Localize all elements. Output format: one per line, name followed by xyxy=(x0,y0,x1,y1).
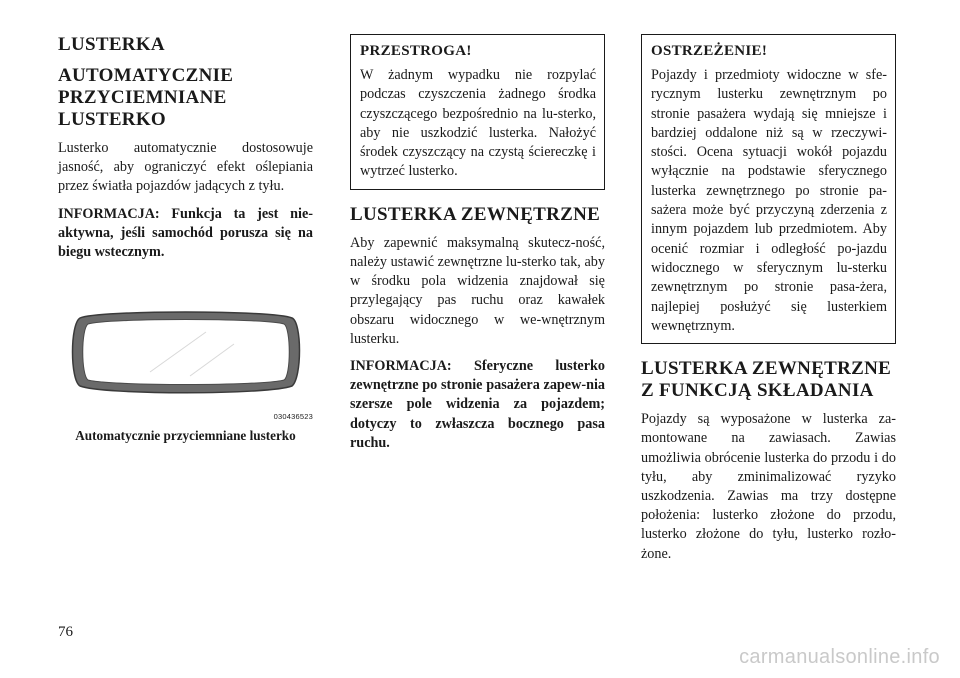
figure-caption: Automatycznie przyciemniane lusterko xyxy=(75,428,296,443)
subsection-heading-outside-mirrors: LUSTERKA ZEWNĘTRZNE xyxy=(350,203,601,225)
caution-title: PRZESTROGA! xyxy=(360,43,472,59)
section-heading: LUSTERKA xyxy=(58,34,165,55)
warning-title: OSTRZEŻENIE! xyxy=(651,43,768,59)
paragraph-folding-mirrors: Pojazdy są wyposażone w lusterka za-montowane na zawiasach. Zawias umożliwia obrócenie lusterka do przodu i do tyłu, aby zminimalizować ryzyko uszkodzenia. Zawias ma trzy dostępne położenia: lusterko złożone do przodu, lusterko złożone do tyłu, lusterko rozło-żone. xyxy=(641,411,896,562)
column-right xyxy=(641,34,896,572)
subsection-heading-auto-dimming-mirror: AUTOMATYCZNIE PRZYCIEMNIANE LUSTERKO xyxy=(58,65,234,130)
watermark: carmanualsonline.info xyxy=(739,646,940,668)
figure-code: 030436523 xyxy=(273,412,313,421)
column-left xyxy=(58,34,313,270)
warning-box xyxy=(641,34,896,344)
paragraph-auto-dimming: Lusterko automatycznie dostosowuje jasność, aby ograniczyć efekt oślepiania przez światła pojazdów jadących z tyłu. xyxy=(58,140,313,195)
warning-text: Pojazdy i przedmioty widoczne w sfe-rycznym lusterku zewnętrznym po stronie pasażera wydają się mniejsze i bardziej oddalone niż są w rzeczywi-stości. Ocena sytuacji wokół pojazdu wyłącznie na podstawie sferycznego lusterka zewnętrznego po stronie pa-sażera może być przyczyną zderzenia z innym pojazdem lub przedmiotem. Aby ocenić rozmiar i odległość po-jazdu widocznego w sferycznym lu-sterku zewnętrznym po stronie pasa-żera, najlepiej posłużyć się lusterkiem wewnętrznym. xyxy=(651,67,887,334)
rearview-mirror-illustration xyxy=(58,298,313,416)
note-spherical-mirror: INFORMACJA: Sferyczne lusterko zewnętrzne po stronie pasażera zapew-nia szersze pole widzenia za pojazdem; dotyczy to zwłaszcza bocznego pasa ruchu. xyxy=(350,358,605,451)
page-number: 76 xyxy=(58,624,73,640)
caution-box xyxy=(350,34,605,190)
note-reverse-gear: INFORMACJA: Funkcja ta jest nie-aktywna, jeśli samochód porusza się na biegu wstecznym. xyxy=(58,205,313,261)
figure-auto-dimming-mirror xyxy=(58,298,313,448)
column-middle xyxy=(350,34,605,461)
caution-text: W żadnym wypadku nie rozpylać podczas czyszczenia żadnego środka czyszczącego bezpośrednio na lu-sterko, aby nie uszkodzić lusterka. Nałożyć środek czyszczący na czystą ściereczkę i wytrzeć lusterko. xyxy=(360,67,596,180)
subsection-heading-folding-mirrors: LUSTERKA ZEWNĘTRZNE Z FUNKCJĄ SKŁADANIA xyxy=(641,358,892,402)
paragraph-outside-mirrors: Aby zapewnić maksymalną skutecz-ność, należy ustawić zewnętrzne lu-sterko tak, aby w środku pola widzenia znajdował się przylegający pas ruchu oraz kawałek obszaru widocznego w we-wnętrznym lusterku. xyxy=(350,234,605,347)
